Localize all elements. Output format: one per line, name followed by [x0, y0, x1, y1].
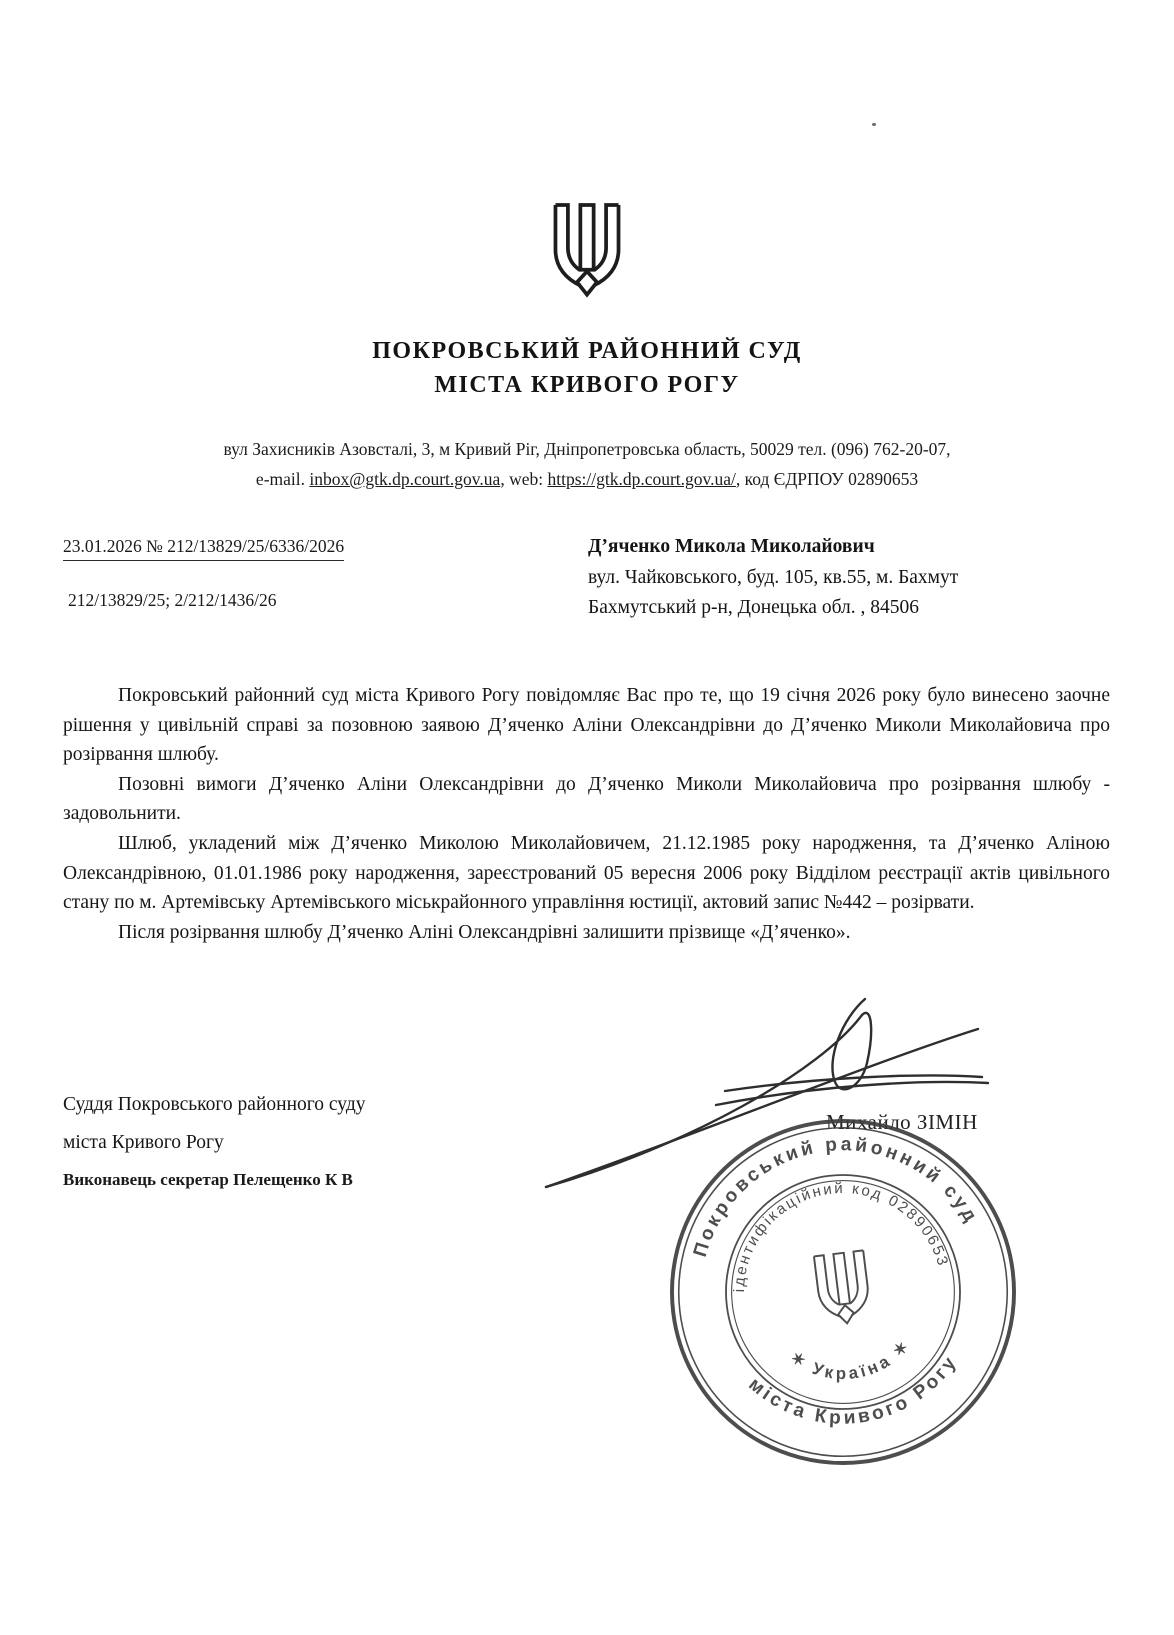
court-website: https://gtk.dp.court.gov.ua/ — [547, 469, 736, 489]
judge-title-line1: Суддя Покровського районного суду — [63, 1094, 366, 1115]
body-paragraph-1: Покровський районний суд міста Кривого Рогу повідомляє Вас про те, що 19 січня 2026 року було винесено заочне рішення у цивільній справі за позовною заявою Д’яченко Аліни Олександрівни до Д’яченко Миколи Миколайовича про розірвання шлюбу. — [63, 685, 1110, 766]
court-name-line2: МІСТА КРИВОГО РОГУ — [434, 372, 740, 398]
body-paragraph-2: Позовні вимоги Д’яченко Аліни Олександрівни до Д’яченко Миколи Миколайовича про розірвання шлюбу - задовольнити. — [63, 773, 1110, 825]
judge-name: Михайло ЗІМІН — [826, 1110, 978, 1134]
stamp-ring-text-bottom: міста Кривого Рогу — [744, 1350, 963, 1429]
addressee-name: Д’яченко Микола Миколайович — [588, 536, 875, 557]
body-paragraph-4: Після розірвання шлюбу Д’яченко Аліні Олександрівні залишити прізвище «Д’яченко». — [118, 921, 851, 943]
court-contact-line — [0, 464, 1174, 494]
edrpou-code: , код ЄДРПОУ 02890653 — [735, 469, 919, 489]
ukraine-trident-emblem-icon — [548, 192, 626, 306]
stamp-ring-text-top: Покровський районний суд — [689, 1134, 983, 1260]
judge-title-block — [63, 1086, 366, 1162]
letter-body — [63, 681, 1110, 947]
addressee-address-line2: Бахмутський р-н, Донецька обл. , 84506 — [588, 597, 919, 618]
court-name-heading — [0, 334, 1174, 402]
stamp-country-text: ✶ Україна ✶ — [786, 1335, 915, 1384]
web-label: , web: — [500, 469, 548, 489]
court-name-line1: ПОКРОВСЬКИЙ РАЙОННИЙ СУД — [372, 338, 802, 364]
outgoing-reference — [63, 536, 344, 561]
scan-artifact-dot — [872, 123, 876, 126]
court-round-stamp — [642, 1091, 1043, 1492]
reference-date-number: 23.01.2026 № 212/13829/25/6336/2026 — [63, 536, 344, 561]
addressee-block — [588, 532, 1108, 624]
case-numbers: 212/13829/25; 2/212/1436/26 — [68, 590, 277, 610]
court-email: inbox@gtk.dp.court.gov.ua — [309, 469, 501, 489]
court-contact-block — [0, 434, 1174, 494]
addressee-address-line1: вул. Чайковського, буд. 105, кв.55, м. Бахмут — [588, 566, 959, 588]
executor-line: Виконавець секретар Пелещенко К В — [63, 1170, 353, 1189]
court-address-line: вул Захисників Азовсталі, 3, м Кривий Ріг, Дніпропетровська область, 50029 тел. (096) 762-20-07, — [223, 439, 951, 459]
stamp-id-code-text: ідентифікаційний код 02890653 — [730, 1179, 952, 1293]
email-label: e-mail. — [255, 469, 310, 489]
stamp-trident-icon — [814, 1250, 872, 1326]
judge-title-line2: міста Кривого Рогу — [63, 1132, 224, 1153]
body-paragraph-3: Шлюб, укладений між Д’яченко Миколою Миколайовичем, 21.12.1985 року народження, та Д’яченко Аліною Олександрівною, 01.01.1986 року народження, зареєстрований 05 вересня 2006 року Відділом реєстрації актів цивільного стану по м. Артемівську Артемівського міськрайонного управління юстиції, актовий запис №442 – розірвати. — [63, 832, 1110, 914]
